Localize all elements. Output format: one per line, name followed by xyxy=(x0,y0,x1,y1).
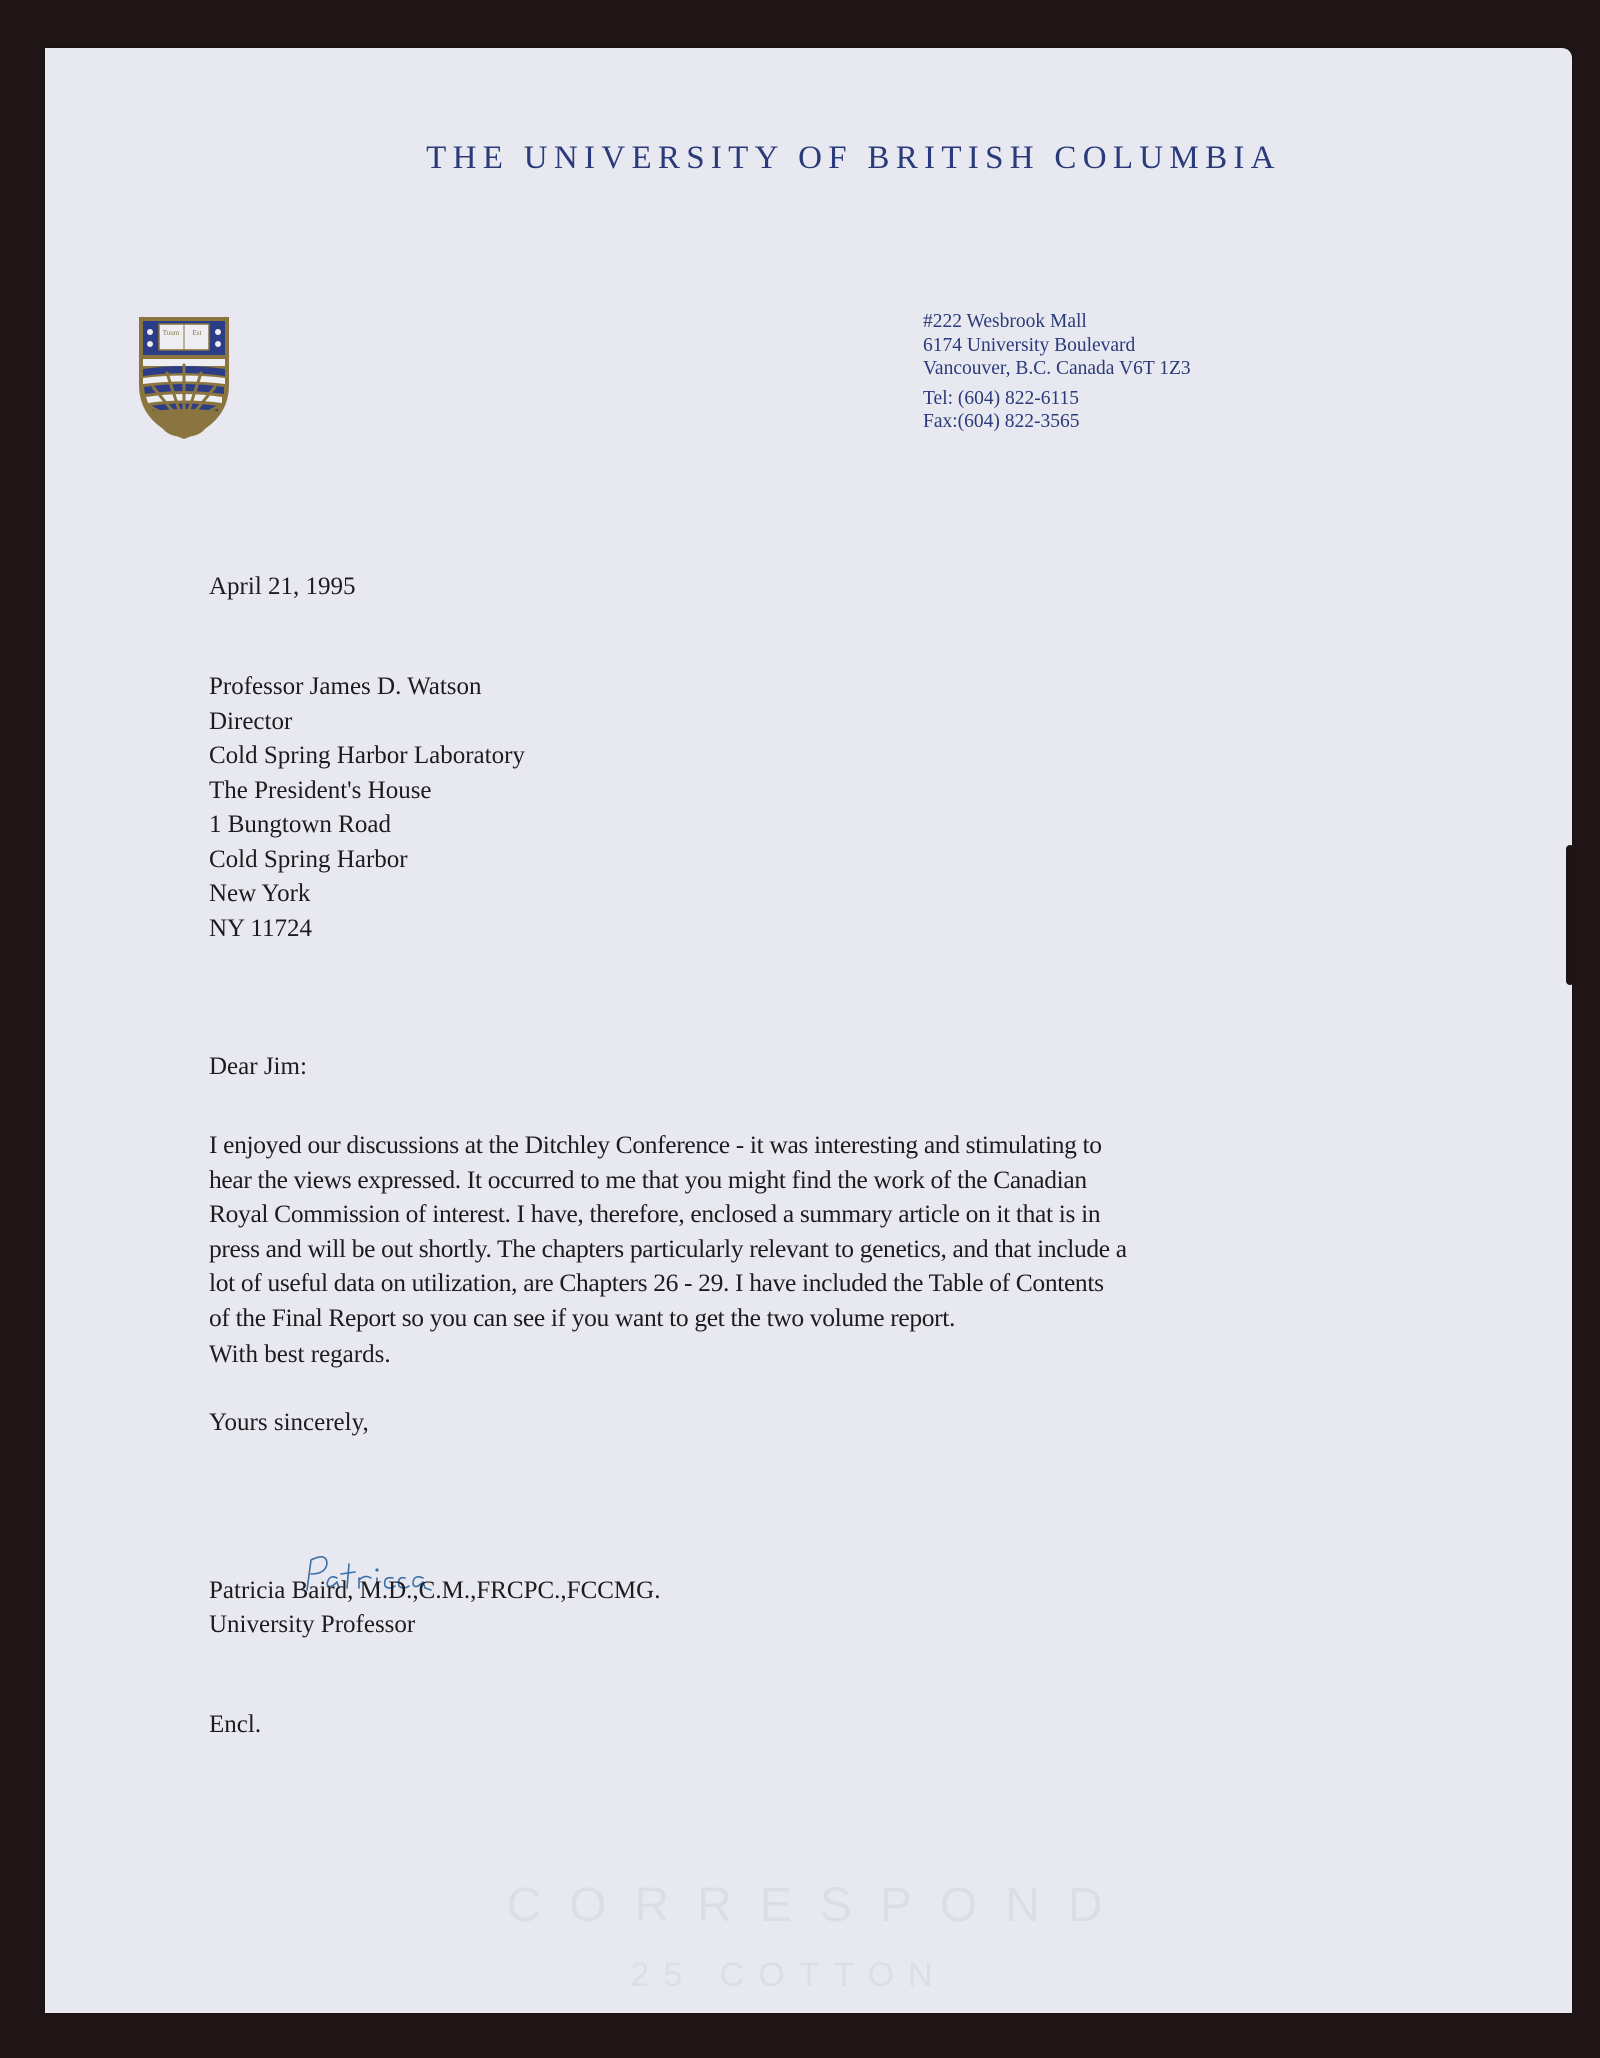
enclosure-note: Encl. xyxy=(209,1711,262,1738)
closing: Yours sincerely, xyxy=(209,1409,369,1436)
crest-motto-left: Tuum xyxy=(162,329,180,337)
recipient-line: New York xyxy=(209,880,311,907)
address-line-2: 6174 University Boulevard xyxy=(923,334,1136,356)
crest-motto-right: Est xyxy=(192,329,202,337)
recipient-line: Cold Spring Harbor xyxy=(209,845,408,873)
body-line: I enjoyed our discussions at the Ditchley Conference - it was interesting and stimulating to xyxy=(209,1130,1102,1159)
recipient-line: Professor James D. Watson xyxy=(209,673,482,700)
address-line-1: #222 Wesbrook Mall xyxy=(923,311,1087,332)
recipient-line: Director xyxy=(209,707,293,735)
body-line: lot of useful data on utilization, are Chapters 26 - 29. I have included the Table of Contents xyxy=(209,1268,1104,1297)
letter-body-paragraph xyxy=(209,1128,1449,1335)
address-line-3: Vancouver, B.C. Canada V6T 1Z3 xyxy=(923,358,1191,379)
signer-title: University Professor xyxy=(209,1611,416,1638)
body-line: press and will be out shortly. The chapters particularly relevant to genetics, and that include a xyxy=(209,1233,1127,1263)
body-line: of the Final Report so you can see if you want to get the two volume report. xyxy=(209,1302,956,1332)
recipient-line: NY 11724 xyxy=(209,914,313,942)
recipient-line: The President's House xyxy=(209,776,432,804)
regards: With best regards. xyxy=(209,1341,391,1368)
watermark-line-1: CORRESPOND xyxy=(506,1879,1131,1932)
ubc-crest-icon xyxy=(137,315,231,441)
page-edge-notch xyxy=(1566,845,1574,985)
salutation: Dear Jim: xyxy=(209,1053,307,1080)
recipient-line: Cold Spring Harbor Laboratory xyxy=(209,742,525,769)
telephone: Tel: (604) 822-6115 xyxy=(923,387,1080,409)
watermark-line-2: 25 COTTON xyxy=(630,1956,947,1994)
body-line: Royal Commission of interest. I have, therefore, enclosed a summary article on it that is in xyxy=(209,1199,1101,1228)
recipient-line: 1 Bungtown Road xyxy=(209,811,391,838)
sender-address xyxy=(923,310,1191,434)
letterhead-title: THE UNIVERSITY OF BRITISH COLUMBIA xyxy=(426,140,1281,176)
signer-name: Patricia Baird, M.D.,C.M.,FRCPC.,FCCMG. xyxy=(209,1577,661,1604)
letter-page xyxy=(45,48,1572,2013)
recipient-address xyxy=(209,670,1469,946)
body-line: hear the views expressed. It occurred to me that you might find the work of the Canadian xyxy=(209,1164,1087,1194)
letter-date: April 21, 1995 xyxy=(209,573,356,600)
fax: Fax:(604) 822-3565 xyxy=(923,411,1080,432)
